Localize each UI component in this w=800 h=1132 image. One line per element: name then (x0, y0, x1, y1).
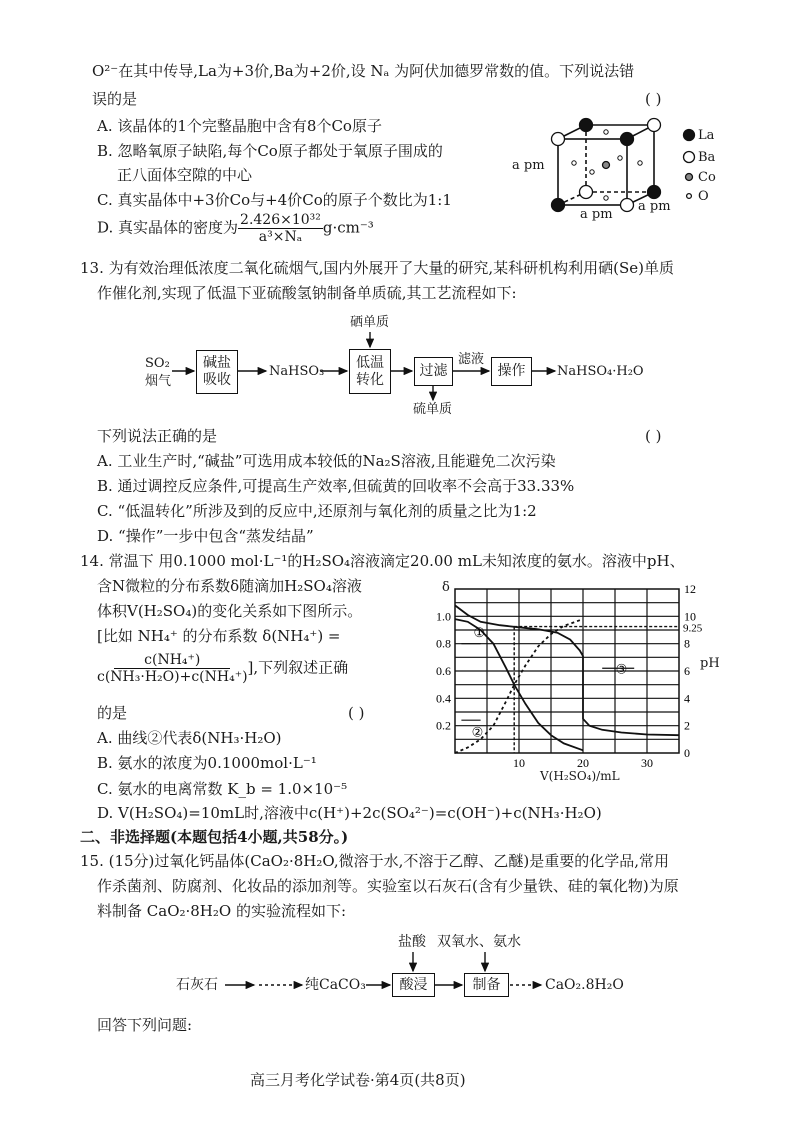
y-right-tick-label: 8 (684, 636, 690, 651)
y-right-tick-label: 2 (684, 718, 690, 733)
q15-stem-line3: 料制备 CaO₂·8H₂O 的实验流程如下: (97, 902, 347, 920)
option-d-text: D. 真实晶体的密度为 (97, 218, 239, 237)
q14-stem-line3: 体积V(H₂SO₄)的变化关系如下图所示。 (97, 602, 363, 620)
flow-pure-caco3: 纯CaCO₃ (305, 977, 366, 993)
flow-box-prepare: 制备 (464, 973, 509, 997)
q13-option-c: C. “低温转化”所涉及到的反应中,还原剂与氧化剂的质量之比为1:2 (97, 502, 537, 520)
q13-stem-line2: 作催化剂,实现了低温下亚硫酸氢钠制备单质硫,其工艺流程如下: (97, 284, 517, 302)
q12-stem-line1: O²⁻在其中传导,La为+3价,Ba为+2价,设 Nₐ 为阿伏加德罗常数的值。下列说法错 (92, 62, 635, 80)
flow-product: NaHSO₄·H₂O (557, 364, 644, 379)
flow-box-alkali-absorb: 碱盐吸收 (196, 350, 238, 394)
legend-ba: Ba (698, 150, 716, 165)
q13-question: 下列说法正确的是 (97, 427, 218, 445)
q14-stem-line2: 含N微粒的分布系数δ随滴加H₂SO₄溶液 (97, 577, 362, 595)
chart-left-axis-label: δ (442, 580, 450, 595)
y-left-tick-label: 0.6 (436, 664, 451, 678)
density-unit: g·cm⁻³ (322, 218, 374, 237)
curve-label-2: ② (471, 725, 484, 741)
flow-hcl: 盐酸 (398, 934, 426, 950)
ph-annotation-label: 9.25 (683, 622, 703, 635)
x-tick-label: 20 (577, 756, 589, 770)
y-left-tick-label: 0.4 (436, 691, 451, 706)
q14-option-b: B. 氨水的浓度为0.1000mol·L⁻¹ (97, 754, 317, 772)
legend-o: O (698, 189, 709, 204)
flow-h2o2-ammonia: 双氧水、氨水 (437, 934, 521, 950)
y-right-tick-label: 6 (684, 664, 690, 678)
q14-answer-blank: ( ) (348, 704, 365, 722)
q14-option-a: A. 曲线②代表δ(NH₃·H₂O) (97, 729, 282, 747)
x-tick-label: 10 (513, 756, 525, 770)
cell-edge-label-left: a pm (512, 158, 545, 173)
flow-box-low-temp: 低温转化 (349, 349, 391, 394)
q14-stem-line6: 的是 (97, 704, 128, 722)
q14-option-d: D. V(H₂SO₄)=10mL时,溶液中c(H⁺)+2c(SO₄²⁻)=c(OH⁻)+c(NH₃·H₂O) (97, 804, 602, 822)
flow-so2: SO₂ (145, 356, 170, 371)
legend-co: Co (698, 170, 716, 185)
cell-edge-label-depth: a pm (638, 199, 671, 214)
y-left-tick-label: 1.0 (436, 609, 451, 624)
q12-option-b-cont: 正八面体空隙的中心 (117, 166, 253, 184)
y-right-tick-label: 10 (684, 609, 696, 624)
q13-stem-line1: 13. 为有效治理低浓度二氧化硫烟气,国内外展开了大量的研究,某科研机构利用硒(Se)单质 (80, 259, 675, 277)
q12-option-b: B. 忽略氧原子缺陷,每个Co原子都处于氧原子围成的 (97, 142, 443, 160)
q14-option-c: C. 氨水的电离常数 K_b = 1.0×10⁻⁵ (97, 780, 348, 798)
flow-limestone: 石灰石 (176, 977, 218, 993)
y-left-tick-label: 0.2 (436, 718, 451, 733)
q12-option-a: A. 该晶体的1个完整晶胞中含有8个Co原子 (97, 117, 382, 135)
y-right-tick-label: 0 (684, 746, 690, 760)
legend-la: La (698, 128, 715, 143)
cell-edge-label-bottom: a pm (580, 207, 613, 222)
flow-cao2-product: CaO₂.8H₂O (545, 977, 624, 993)
section2-title: 二、非选择题(本题包括4小题,共58分。) (80, 828, 349, 846)
flow-box-operation: 操作 (491, 357, 532, 386)
stem-continuation: ],下列叙述正确 (247, 658, 349, 677)
y-right-tick-label: 12 (684, 582, 696, 596)
flow-sulfur: 硫单质 (413, 402, 453, 417)
chart-x-axis-label: V(H₂SO₄)/mL (540, 769, 620, 783)
fraction-denominator: c(NH₃·H₂O)+c(NH₄⁺) (97, 669, 248, 685)
q13-option-a: A. 工业生产时,“碱盐”可选用成本较低的Na₂S溶液,且能避免二次污染 (97, 452, 556, 470)
fraction-numerator: 2.426×10³² (240, 212, 321, 228)
q13-answer-blank: ( ) (645, 427, 662, 445)
q12-answer-blank: ( ) (645, 90, 662, 108)
flow-box-acid-leach: 酸浸 (392, 973, 435, 997)
q14-stem-line4: [比如 NH₄⁺ 的分布系数 δ(NH₄⁺) = (97, 627, 341, 645)
q14-stem-line1: 14. 常温下 用0.1000 mol·L⁻¹的H₂SO₄溶液滴定20.00 mL未知浓度的氨水。溶液中pH、 (80, 552, 685, 570)
y-left-tick-label: 0.8 (436, 636, 451, 651)
y-right-tick-label: 4 (684, 691, 690, 706)
flow-box-filter: 过滤 (414, 357, 453, 386)
curve-label-3: ③ (615, 662, 628, 678)
q13-option-b: B. 通过调控反应条件,可提高生产效率,但硫黄的回收率不会高于33.33% (97, 477, 575, 495)
curve-label-1: ① (473, 625, 486, 641)
fraction-denominator: a³×Nₐ (258, 229, 303, 245)
q15-stem-line2: 作杀菌剂、防腐剂、化妆品的添加剂等。实验室以石灰石(含有少量铁、硅的氧化物)为原 (97, 877, 679, 895)
flow-nahso3: NaHSO₃ (269, 364, 325, 379)
flow-flue-gas: 烟气 (145, 374, 172, 389)
q15-stem-line1: 15. (15分)过氧化钙晶体(CaO₂·8H₂O,微溶于水,不溶于乙醇、乙醚)是重要的化学品,常用 (80, 852, 669, 870)
flow-selenium: 硒单质 (350, 315, 390, 330)
flow-filtrate: 滤液 (458, 352, 485, 367)
chart-right-axis-label: pH (700, 656, 720, 671)
q13-option-d: D. “操作”一步中包含“蒸发结晶” (97, 527, 314, 545)
q12-option-c: C. 真实晶体中+3价Co与+4价Co的原子个数比为1:1 (97, 191, 452, 209)
q12-stem-line2: 误的是 (92, 90, 138, 108)
q15-prompt: 回答下列问题: (97, 1016, 193, 1034)
page-footer: 高三月考化学试卷·第4页(共8页) (250, 1071, 466, 1089)
fraction-numerator: c(NH₄⁺) (114, 652, 230, 669)
x-tick-label: 30 (641, 756, 653, 770)
